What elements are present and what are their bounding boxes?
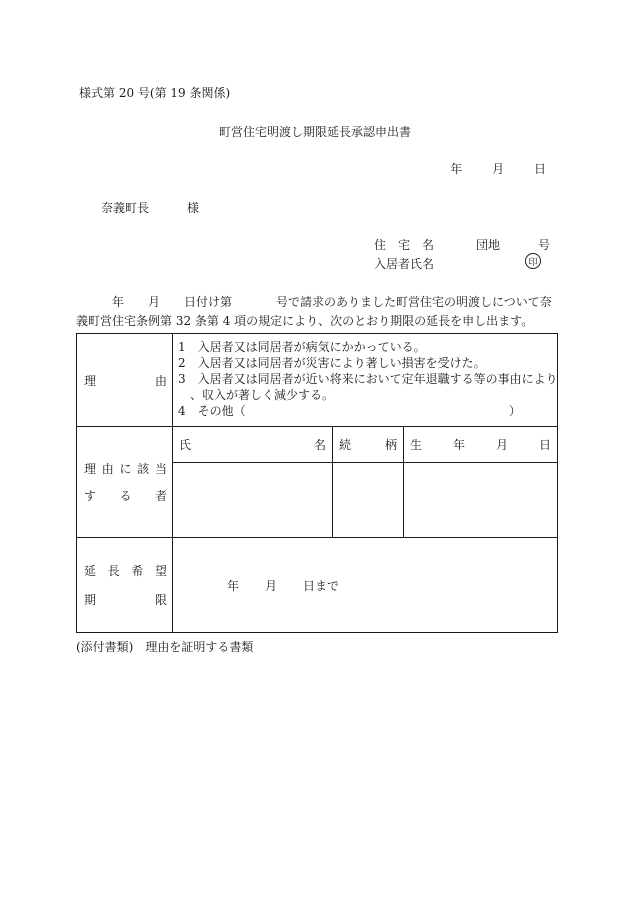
address-label: 住 宅 名: [374, 238, 435, 252]
reason-3: 3 入居者又は同居者が近い将来において定年退職する等の事由により: [178, 372, 558, 386]
col-birth-header: 生 年 月 日: [404, 427, 558, 463]
person-label: 理 由 に 該 当 す る 者: [77, 427, 173, 538]
date-line: [450, 160, 546, 177]
attachment-note: (添付書類) 理由を証明する書類: [76, 640, 254, 654]
body-text: [76, 293, 562, 331]
body-line-2: 義町営住宅条例第 32 条第 4 項の規定により、次のとおり期限の延長を申し出ます。: [76, 314, 534, 328]
period-row: [77, 538, 558, 633]
reason-4: 4 その他（ ）: [178, 404, 522, 418]
reason-2: 2 入居者又は同居者が災害により著しい損害を受けた。: [178, 356, 486, 370]
applicant-name: [374, 255, 434, 272]
document-title: 町営住宅明渡し期限延長承認申出書: [218, 125, 411, 139]
reason-1: 1 入居者又は同居者が病気にかかっている。: [178, 340, 426, 354]
number-label: 号: [538, 238, 551, 252]
period-label: 延 長 希 望 期 限: [77, 538, 173, 633]
relation-entry-cell[interactable]: [333, 463, 404, 538]
addressee-name: 奈義町長: [101, 201, 150, 215]
reason-list: [173, 334, 558, 427]
reason-3-cont: 、収入が著しく減少する。: [178, 388, 335, 402]
applicant-address: [374, 236, 550, 253]
seal-mark: 印: [525, 253, 541, 269]
body-line-1: 年 月 日付け第 号で請求のありました町営住宅の明渡しについて奈: [112, 295, 552, 309]
addressee: [101, 199, 199, 216]
reason-row: [77, 334, 558, 427]
period-value[interactable]: 年 月 日まで: [173, 538, 558, 633]
birth-entry-cell[interactable]: [404, 463, 558, 538]
col-relation-header: 続 柄: [333, 427, 404, 463]
name-label: 入居者氏名: [374, 257, 435, 271]
reason-label: 理 由: [77, 334, 173, 427]
date-day: 日: [533, 162, 546, 176]
application-table: [76, 333, 558, 633]
date-year: 年: [450, 162, 463, 176]
addressee-honorific: 様: [187, 201, 200, 215]
form-number: 様式第 20 号(第 19 条関係): [79, 86, 231, 100]
person-header-row: [77, 427, 558, 463]
danchi-label: 団地: [476, 238, 501, 252]
name-entry-cell[interactable]: [173, 463, 333, 538]
date-month: 月: [492, 162, 505, 176]
col-name-header: 氏 名: [173, 427, 333, 463]
